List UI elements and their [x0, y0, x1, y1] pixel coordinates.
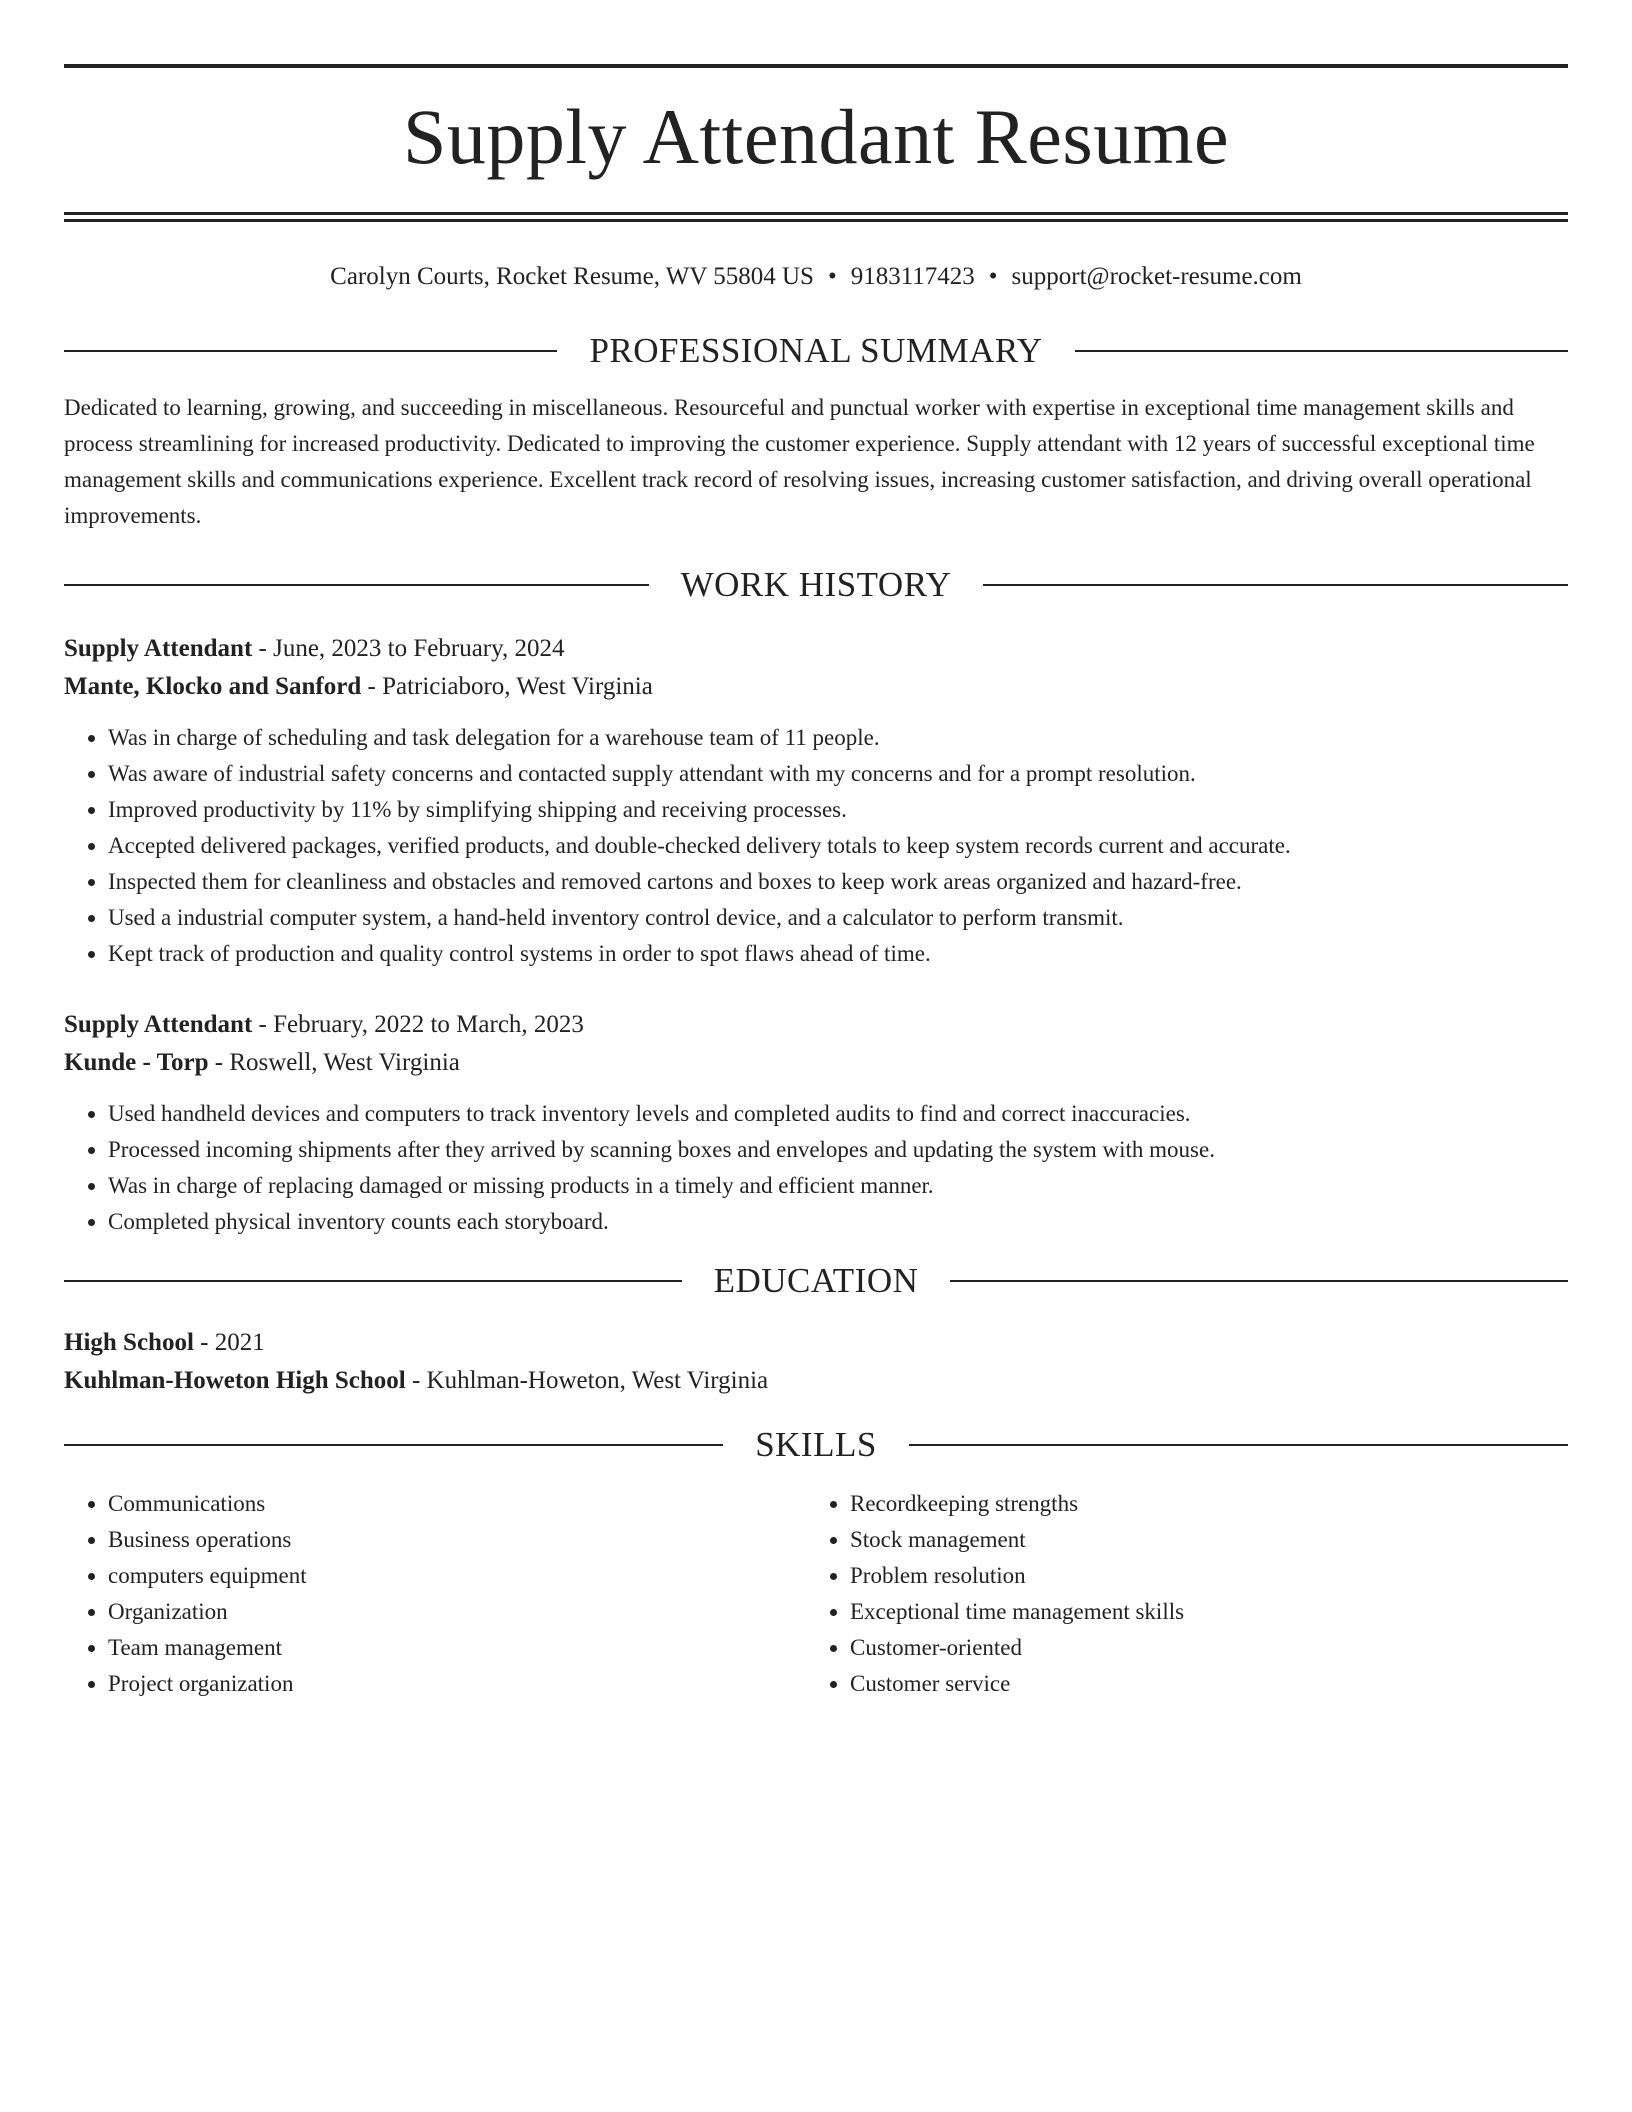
section-heading-summary [64, 326, 1568, 376]
skills-list [64, 1486, 806, 1702]
list-item: • Processed incoming shipments after they arrived by scanning boxes and envelopes and updating the system with mouse. [108, 1132, 1568, 1168]
section-heading-work [64, 560, 1568, 610]
skills-list [806, 1486, 1548, 1702]
title-double-rule [64, 212, 1568, 222]
job-dates: - June, 2023 to February, 2024 [252, 635, 565, 662]
skill-item: • Business operations [108, 1522, 806, 1558]
heading-rule [1075, 350, 1568, 352]
contact-address: Carolyn Courts, Rocket Resume, WV 55804 US [330, 263, 814, 290]
job-company: Mante, Klocko and Sanford [64, 673, 362, 700]
section-heading-skills [64, 1420, 1568, 1470]
skill-item: • Communications [108, 1486, 806, 1522]
skills-column-right [806, 1486, 1548, 1702]
job-entry [64, 630, 1568, 972]
skill-item: • Customer-oriented [850, 1630, 1548, 1666]
skill-item: • Project organization [108, 1666, 806, 1702]
list-item: • Improved productivity by 11% by simplifying shipping and receiving processes. [108, 792, 1568, 828]
education-location: - Kuhlman-Howeton, West Virginia [405, 1367, 769, 1394]
list-item: • Was in charge of replacing damaged or missing products in a timely and efficient manner. [108, 1168, 1568, 1204]
job-dates: - February, 2022 to March, 2023 [252, 1011, 584, 1038]
list-item: • Used a industrial computer system, a hand-held inventory control device, and a calculator to perform transmit. [108, 900, 1568, 936]
contact-separator: • [988, 263, 998, 290]
job-bullets [64, 1096, 1568, 1240]
list-item: • Accepted delivered packages, verified products, and double-checked delivery totals to keep system records current and accurate. [108, 828, 1568, 864]
list-item: • Was in charge of scheduling and task delegation for a warehouse team of 11 people. [108, 720, 1568, 756]
job-title: Supply Attendant [64, 1011, 253, 1038]
job-title-line [64, 1006, 1568, 1044]
skill-item: • Exceptional time management skills [850, 1594, 1548, 1630]
job-title-line [64, 630, 1568, 668]
education-school-line [64, 1362, 1568, 1400]
job-company-line [64, 1044, 1568, 1082]
skill-item: • Organization [108, 1594, 806, 1630]
contact-email: support@rocket-resume.com [1011, 263, 1302, 290]
list-item: • Inspected them for cleanliness and obstacles and removed cartons and boxes to keep work areas organized and hazard-free. [108, 864, 1568, 900]
skill-item: • Customer service [850, 1666, 1548, 1702]
section-title: SKILLS [755, 1425, 877, 1464]
section-title: EDUCATION [713, 1261, 919, 1300]
resume-content [64, 64, 1568, 1702]
skill-item: • Stock management [850, 1522, 1548, 1558]
list-item: • Completed physical inventory counts each storyboard. [108, 1204, 1568, 1240]
education-degree: High School [64, 1329, 194, 1356]
education-degree-line [64, 1324, 1568, 1362]
education-school: Kuhlman-Howeton High School [64, 1367, 406, 1394]
contact-line [64, 262, 1568, 302]
heading-rule [983, 584, 1568, 586]
education-year: - 2021 [193, 1329, 265, 1356]
skills-grid [64, 1486, 1568, 1702]
list-item: • Was aware of industrial safety concerns and contacted supply attendant with my concerns and for a prompt resolution. [108, 756, 1568, 792]
job-bullets [64, 720, 1568, 972]
contact-separator: • [827, 263, 837, 290]
job-company-line [64, 668, 1568, 706]
section-title: PROFESSIONAL SUMMARY [589, 331, 1043, 370]
job-location: - Patriciaboro, West Virginia [361, 673, 653, 700]
heading-rule [64, 350, 557, 352]
education-entry [64, 1324, 1568, 1400]
section-title: WORK HISTORY [680, 565, 952, 604]
skills-column-left [64, 1486, 806, 1702]
list-item: • Used handheld devices and computers to track inventory levels and completed audits to find and correct inaccuracies. [108, 1096, 1568, 1132]
list-item: • Kept track of production and quality control systems in order to spot flaws ahead of time. [108, 936, 1568, 972]
section-heading-education [64, 1256, 1568, 1306]
job-title: Supply Attendant [64, 635, 253, 662]
heading-rule [64, 584, 649, 586]
skill-item: • Problem resolution [850, 1558, 1548, 1594]
skill-item: • Recordkeeping strengths [850, 1486, 1548, 1522]
heading-rule [909, 1444, 1568, 1446]
skill-item: • Team management [108, 1630, 806, 1666]
skill-item: • computers equipment [108, 1558, 806, 1594]
heading-rule [950, 1280, 1568, 1282]
contact-phone: 9183117423 [850, 263, 975, 290]
summary-text: Dedicated to learning, growing, and succeeding in miscellaneous. Resourceful and punctual worker with expertise in exceptional time management skills and process streamlining for increased productivity. Dedicated to improving the customer experience. Supply attendant with 12 years of successful exceptional time management skills and communications experience. Excellent track record of resolving issues, increasing customer satisfaction, and driving overall operational improvements. [64, 395, 1535, 528]
heading-rule [64, 1280, 682, 1282]
job-company: Kunde - Torp [64, 1049, 209, 1076]
heading-rule [64, 1444, 723, 1446]
job-location: - Roswell, West Virginia [208, 1049, 460, 1076]
job-entry [64, 1006, 1568, 1240]
page-title: Supply Attendant Resume [402, 93, 1230, 180]
